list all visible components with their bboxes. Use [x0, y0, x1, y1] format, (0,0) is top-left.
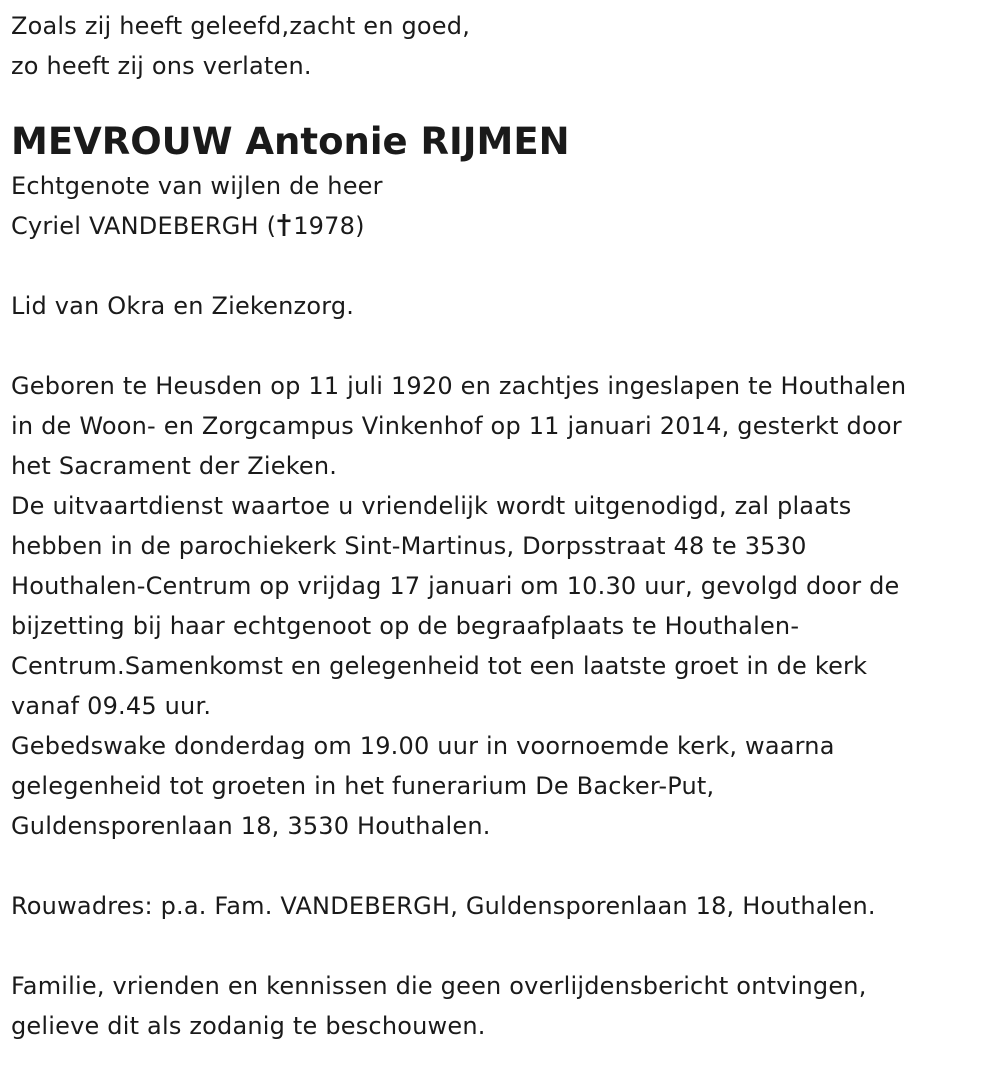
cross-icon	[277, 213, 291, 237]
body-line: Houthalen-Centrum op vrijdag 17 januari om 10.30 uur, gevolgd door de	[11, 572, 900, 600]
motto-line-2: zo heeft zij ons verlaten.	[11, 52, 312, 80]
body-line: hebben in de parochiekerk Sint-Martinus, Dorpsstraat 48 te 3530	[11, 532, 807, 560]
closing-line-2: gelieve dit als zodanig te beschouwen.	[11, 1012, 486, 1040]
spacer	[11, 846, 986, 886]
spouse-name: Cyriel VANDEBERGH (	[11, 212, 277, 240]
body-line: Gebedswake donderdag om 19.00 uur in voornoemde kerk, waarna	[11, 732, 835, 760]
spacer	[11, 86, 986, 118]
body-line: het Sacrament der Zieken.	[11, 452, 338, 480]
mourning-address: Rouwadres: p.a. Fam. VANDEBERGH, Guldensporenlaan 18, Houthalen.	[11, 892, 876, 920]
obituary-notice	[11, 6, 986, 1046]
closing-line-1: Familie, vrienden en kennissen die geen overlijdensbericht ontvingen,	[11, 972, 867, 1000]
spacer	[11, 326, 986, 366]
body-line: bijzetting bij haar echtgenoot op de begraafplaats te Houthalen-	[11, 612, 800, 640]
body-line: vanaf 09.45 uur.	[11, 692, 212, 720]
spouse-death-year: 1978)	[293, 212, 365, 240]
body-line: in de Woon- en Zorgcampus Vinkenhof op 11 januari 2014, gesterkt door	[11, 412, 902, 440]
body-paragraph	[11, 366, 986, 846]
body-line: Centrum.Samenkomst en gelegenheid tot een laatste groet in de kerk	[11, 652, 868, 680]
spacer	[11, 926, 986, 966]
motto-line-1: Zoals zij heeft geleefd,zacht en goed,	[11, 12, 471, 40]
deceased-name: MEVROUW Antonie RIJMEN	[11, 120, 570, 163]
body-line: Guldensporenlaan 18, 3530 Houthalen.	[11, 812, 491, 840]
membership-line: Lid van Okra en Ziekenzorg.	[11, 292, 355, 320]
spouse-line-2	[11, 206, 986, 246]
spacer	[11, 246, 986, 286]
body-line: Geboren te Heusden op 11 juli 1920 en zachtjes ingeslapen te Houthalen	[11, 372, 907, 400]
body-line: De uitvaartdienst waartoe u vriendelijk wordt uitgenodigd, zal plaats	[11, 492, 852, 520]
spouse-line-1: Echtgenote van wijlen de heer	[11, 172, 383, 200]
body-line: gelegenheid tot groeten in het funerarium De Backer-Put,	[11, 772, 715, 800]
